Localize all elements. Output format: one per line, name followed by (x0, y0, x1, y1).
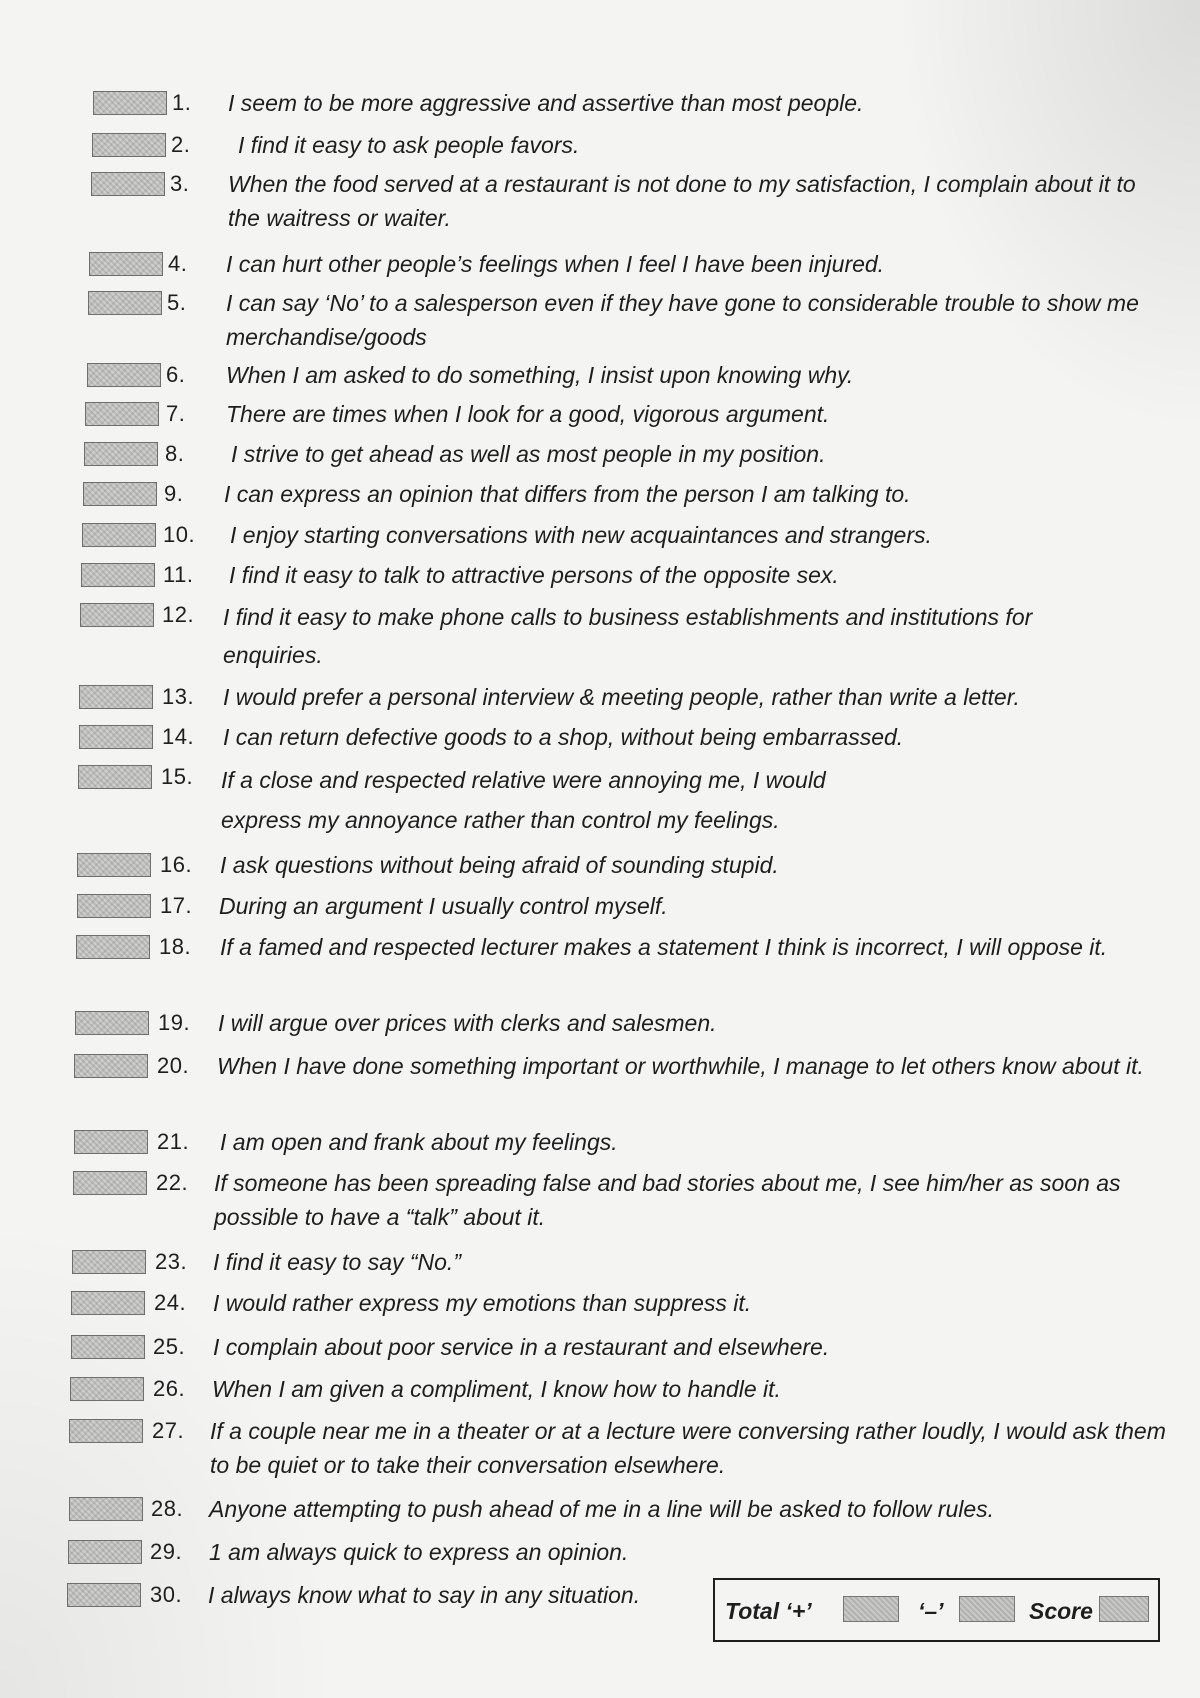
item-text: I enjoy starting conversations with new acquaintances and strangers. (230, 522, 932, 548)
item-number: 3. (170, 171, 190, 196)
total-plus-label: Total ‘+’ (725, 1598, 812, 1624)
answer-box[interactable] (79, 725, 153, 749)
item-text: I find it easy to ask people favors. (238, 132, 580, 158)
item-text: There are times when I look for a good, vigorous argument. (226, 401, 830, 427)
answer-box[interactable] (91, 172, 165, 196)
item-number: 28. (151, 1496, 184, 1521)
item-number: 20. (157, 1053, 190, 1078)
item-text: When I have done something important or worthwhile, I manage to let others know about it. (217, 1053, 1144, 1079)
item-text: I find it easy to say “No.” (213, 1249, 461, 1275)
answer-box[interactable] (74, 1054, 148, 1078)
total-score-panel (713, 1578, 1160, 1642)
item-text: I find it easy to make phone calls to business establishments and institutions for enquiries. (223, 604, 1033, 668)
answer-box[interactable] (84, 442, 158, 466)
answer-box[interactable] (71, 1291, 145, 1315)
item-text: I find it easy to talk to attractive persons of the opposite sex. (229, 562, 839, 588)
item-number: 19. (158, 1010, 191, 1035)
item-number: 4. (168, 251, 188, 276)
item-text: I would prefer a personal interview & meeting people, rather than write a letter. (223, 684, 1020, 710)
answer-box[interactable] (70, 1377, 144, 1401)
item-number: 17. (160, 893, 193, 918)
item-number: 24. (154, 1290, 187, 1315)
answer-box[interactable] (69, 1497, 143, 1521)
item-number: 7. (166, 401, 186, 426)
item-number: 11. (163, 562, 194, 587)
item-text: I am open and frank about my feelings. (220, 1129, 618, 1155)
answer-box[interactable] (77, 853, 151, 877)
item-text: I strive to get ahead as well as most people in my position. (231, 441, 826, 467)
answer-box[interactable] (80, 603, 154, 627)
answer-box[interactable] (77, 894, 151, 918)
item-number: 25. (153, 1334, 186, 1359)
item-number: 29. (150, 1539, 183, 1564)
item-number: 13. (162, 684, 195, 709)
item-text: If a famed and respected lecturer makes a statement I think is incorrect, I will oppose it. (220, 934, 1108, 960)
item-text: If a close and respected relative were annoying me, I would express my annoyance rather than control my feelings. (221, 767, 826, 833)
answer-box[interactable] (69, 1419, 143, 1443)
item-number: 1. (172, 90, 192, 115)
answer-box[interactable] (92, 133, 166, 157)
item-text: I can return defective goods to a shop, without being embarrassed. (223, 724, 904, 750)
item-text: I would rather express my emotions than suppress it. (213, 1290, 752, 1316)
item-text: I can hurt other people’s feelings when I feel I have been injured. (226, 251, 885, 277)
answer-box[interactable] (85, 402, 159, 426)
item-number: 2. (171, 132, 191, 157)
item-text: I complain about poor service in a restaurant and elsewhere. (213, 1334, 830, 1360)
item-text: When I am given a compliment, I know how to handle it. (212, 1376, 781, 1402)
score-box[interactable] (1099, 1596, 1149, 1622)
item-number: 6. (166, 362, 186, 387)
item-number: 8. (165, 441, 185, 466)
item-text: If a couple near me in a theater or at a lecture were conversing rather loudly, I would ask them to be quiet or to take their conversation elsewhere. (210, 1418, 1166, 1478)
item-number: 22. (156, 1170, 189, 1195)
answer-box[interactable] (81, 563, 155, 587)
item-text: During an argument I usually control myself. (219, 893, 668, 919)
total-plus-box[interactable] (843, 1596, 899, 1622)
item-number: 16. (160, 852, 193, 877)
item-text: When the food served at a restaurant is not done to my satisfaction, I complain about it to the waitress or waiter. (228, 171, 1136, 231)
item-number: 27. (152, 1418, 185, 1443)
answer-box[interactable] (71, 1335, 145, 1359)
item-text: I ask questions without being afraid of sounding stupid. (220, 852, 779, 878)
answer-box[interactable] (83, 482, 157, 506)
item-number: 23. (155, 1249, 188, 1274)
answer-box[interactable] (73, 1171, 147, 1195)
item-number: 12. (162, 602, 195, 627)
item-text: Anyone attempting to push ahead of me in a line will be asked to follow rules. (209, 1496, 995, 1522)
answer-box[interactable] (74, 1130, 148, 1154)
answer-box[interactable] (93, 91, 167, 115)
item-text: I can say ‘No’ to a salesperson even if they have gone to considerable trouble to show me merchandise/goods (226, 290, 1139, 350)
answer-box[interactable] (72, 1250, 146, 1274)
answer-box[interactable] (67, 1583, 141, 1607)
item-number: 26. (153, 1376, 186, 1401)
answer-box[interactable] (75, 1011, 149, 1035)
answer-box[interactable] (68, 1540, 142, 1564)
total-minus-label: ‘–’ (918, 1598, 944, 1624)
item-number: 18. (159, 934, 192, 959)
answer-box[interactable] (87, 363, 161, 387)
score-label: Score (1029, 1598, 1093, 1624)
answer-box[interactable] (89, 252, 163, 276)
item-text: 1 am always quick to express an opinion. (209, 1539, 629, 1565)
answer-box[interactable] (82, 523, 156, 547)
item-text: I will argue over prices with clerks and salesmen. (218, 1010, 717, 1036)
item-text: If someone has been spreading false and bad stories about me, I see him/her as soon as possible to have a “talk” about it. (214, 1170, 1121, 1230)
item-text: I seem to be more aggressive and assertive than most people. (228, 90, 864, 116)
item-number: 9. (164, 481, 184, 506)
answer-box[interactable] (76, 935, 150, 959)
answer-box[interactable] (78, 765, 152, 789)
answer-box[interactable] (88, 291, 162, 315)
item-number: 30. (150, 1582, 183, 1607)
item-number: 10. (163, 522, 196, 547)
item-text: I always know what to say in any situation. (208, 1582, 641, 1608)
item-number: 14. (162, 724, 195, 749)
total-minus-box[interactable] (959, 1596, 1015, 1622)
item-text: When I am asked to do something, I insist upon knowing why. (226, 362, 854, 388)
item-number: 5. (167, 290, 187, 315)
answer-box[interactable] (79, 685, 153, 709)
item-number: 15. (161, 764, 194, 789)
item-number: 21. (157, 1129, 190, 1154)
item-text: I can express an opinion that differs from the person I am talking to. (224, 481, 911, 507)
